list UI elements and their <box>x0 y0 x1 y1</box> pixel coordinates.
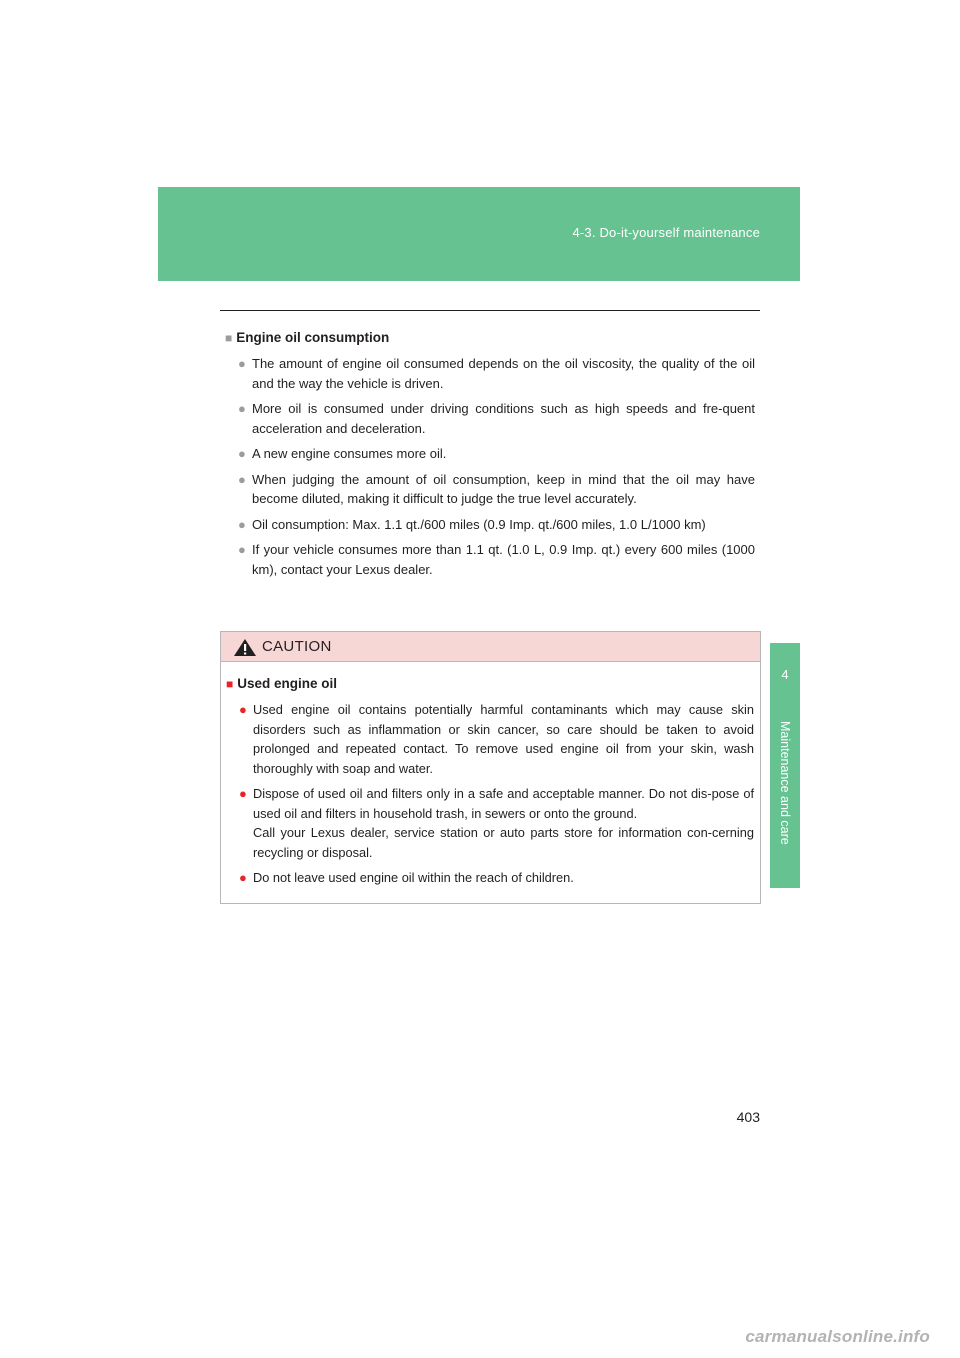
section-header-bar <box>158 187 800 281</box>
list-item <box>225 470 755 509</box>
chapter-label: Maintenance and care <box>778 721 792 845</box>
oil-consumption-heading-text: Engine oil consumption <box>236 330 390 345</box>
caution-header <box>221 632 760 662</box>
caution-title: CAUTION <box>262 638 332 655</box>
circle-bullet-icon: ● <box>238 356 246 371</box>
divider-rule <box>220 310 760 311</box>
caution-item-text: Used engine oil contains potentially harmful contaminants which may cause skin disorders such as inflammation or skin cancer, so care should be taken to avoid prolonged and repeated contact. To remove used engine oil from your skin, wash thoroughly with soap and water. <box>253 702 754 776</box>
list-item-text: More oil is consumed under driving conditions such as high speeds and fre-quent acceleration and deceleration. <box>252 401 755 436</box>
oil-consumption-section <box>225 330 755 585</box>
chapter-tab <box>770 703 800 888</box>
chapter-number: 4 <box>781 667 789 682</box>
square-bullet-icon: ■ <box>225 331 233 345</box>
circle-bullet-icon: ● <box>238 401 246 416</box>
caution-box <box>220 631 761 904</box>
circle-bullet-icon: ● <box>238 542 246 557</box>
caution-item <box>226 868 754 888</box>
circle-bullet-icon: ● <box>239 702 247 717</box>
list-item-text: The amount of engine oil consumed depends on the oil viscosity, the quality of the oil and the way the vehicle is driven. <box>252 356 755 391</box>
caution-item <box>226 784 754 862</box>
watermark: carmanualsonline.info <box>745 1327 930 1346</box>
circle-bullet-icon: ● <box>238 471 246 487</box>
page-number: 403 <box>736 1109 760 1125</box>
circle-bullet-icon: ● <box>238 446 246 461</box>
circle-bullet-icon: ● <box>239 870 247 885</box>
caution-item-text: Dispose of used oil and filters only in a safe and acceptable manner. Do not dis-pose of used oil and filters in household trash, in sewers or onto the ground. <box>253 786 754 821</box>
chapter-tab-number <box>770 643 800 703</box>
list-item <box>225 540 755 579</box>
list-item-text: Oil consumption: Max. 1.1 qt./600 miles (0.9 Imp. qt./600 miles, 1.0 L/1000 km) <box>252 516 706 532</box>
oil-consumption-heading <box>225 330 755 345</box>
list-item-text: When judging the amount of oil consumption, keep in mind that the oil may have become diluted, making it difficult to judge the true level accurately. <box>252 471 755 506</box>
square-bullet-icon: ■ <box>226 677 234 691</box>
caution-item-text: Do not leave used engine oil within the reach of children. <box>253 870 574 885</box>
list-item <box>225 354 755 393</box>
caution-body <box>221 662 760 888</box>
section-title: 4-3. Do-it-yourself maintenance <box>572 225 760 240</box>
list-item <box>225 399 755 438</box>
list-item <box>225 515 755 535</box>
list-item-text: If your vehicle consumes more than 1.1 qt. (1.0 L, 0.9 Imp. qt.) every 600 miles (1000 km), contact your Lexus dealer. <box>252 542 755 577</box>
warning-triangle-icon <box>233 638 257 657</box>
caution-heading-text: Used engine oil <box>237 676 338 691</box>
list-item-text: A new engine consumes more oil. <box>252 446 447 461</box>
caution-item <box>226 700 754 778</box>
list-item <box>225 444 755 464</box>
circle-bullet-icon: ● <box>238 516 246 532</box>
caution-item-text-extra: Call your Lexus dealer, service station or auto parts store for information con-cerning recycling or disposal. <box>253 825 754 860</box>
circle-bullet-icon: ● <box>239 786 247 801</box>
caution-heading <box>226 676 754 691</box>
